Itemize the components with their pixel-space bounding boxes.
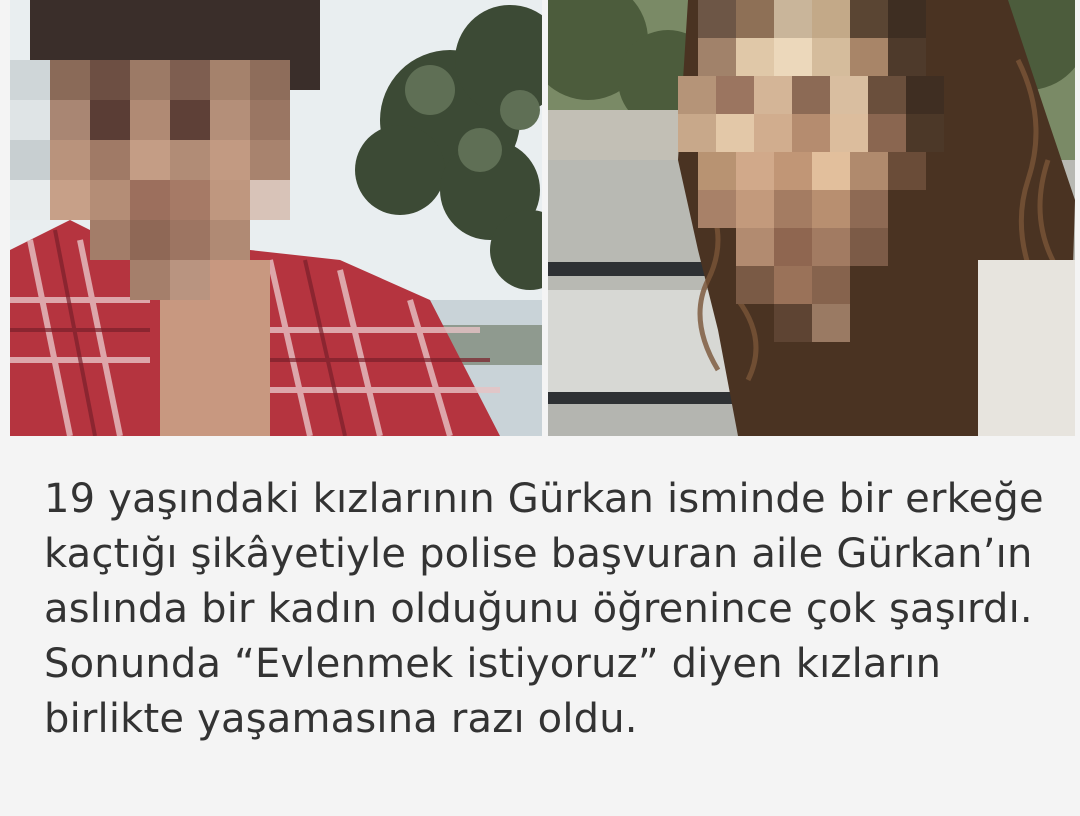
left-photo[interactable]: [10, 0, 542, 436]
right-photo-image: [548, 0, 1075, 436]
right-photo[interactable]: [548, 0, 1075, 436]
post-caption: 19 yaşındaki kızlarının Gürkan isminde bir erkeğe kaçtığı şikâyetiyle polise başvuran aile Gürkan’ın aslında bir kadın olduğunu öğrenince çok şaşırdı. Sonunda “Evlenmek istiyoruz” diyen kızların birlikte yaşamasına razı oldu.: [44, 476, 1044, 742]
left-photo-image: [10, 0, 542, 436]
